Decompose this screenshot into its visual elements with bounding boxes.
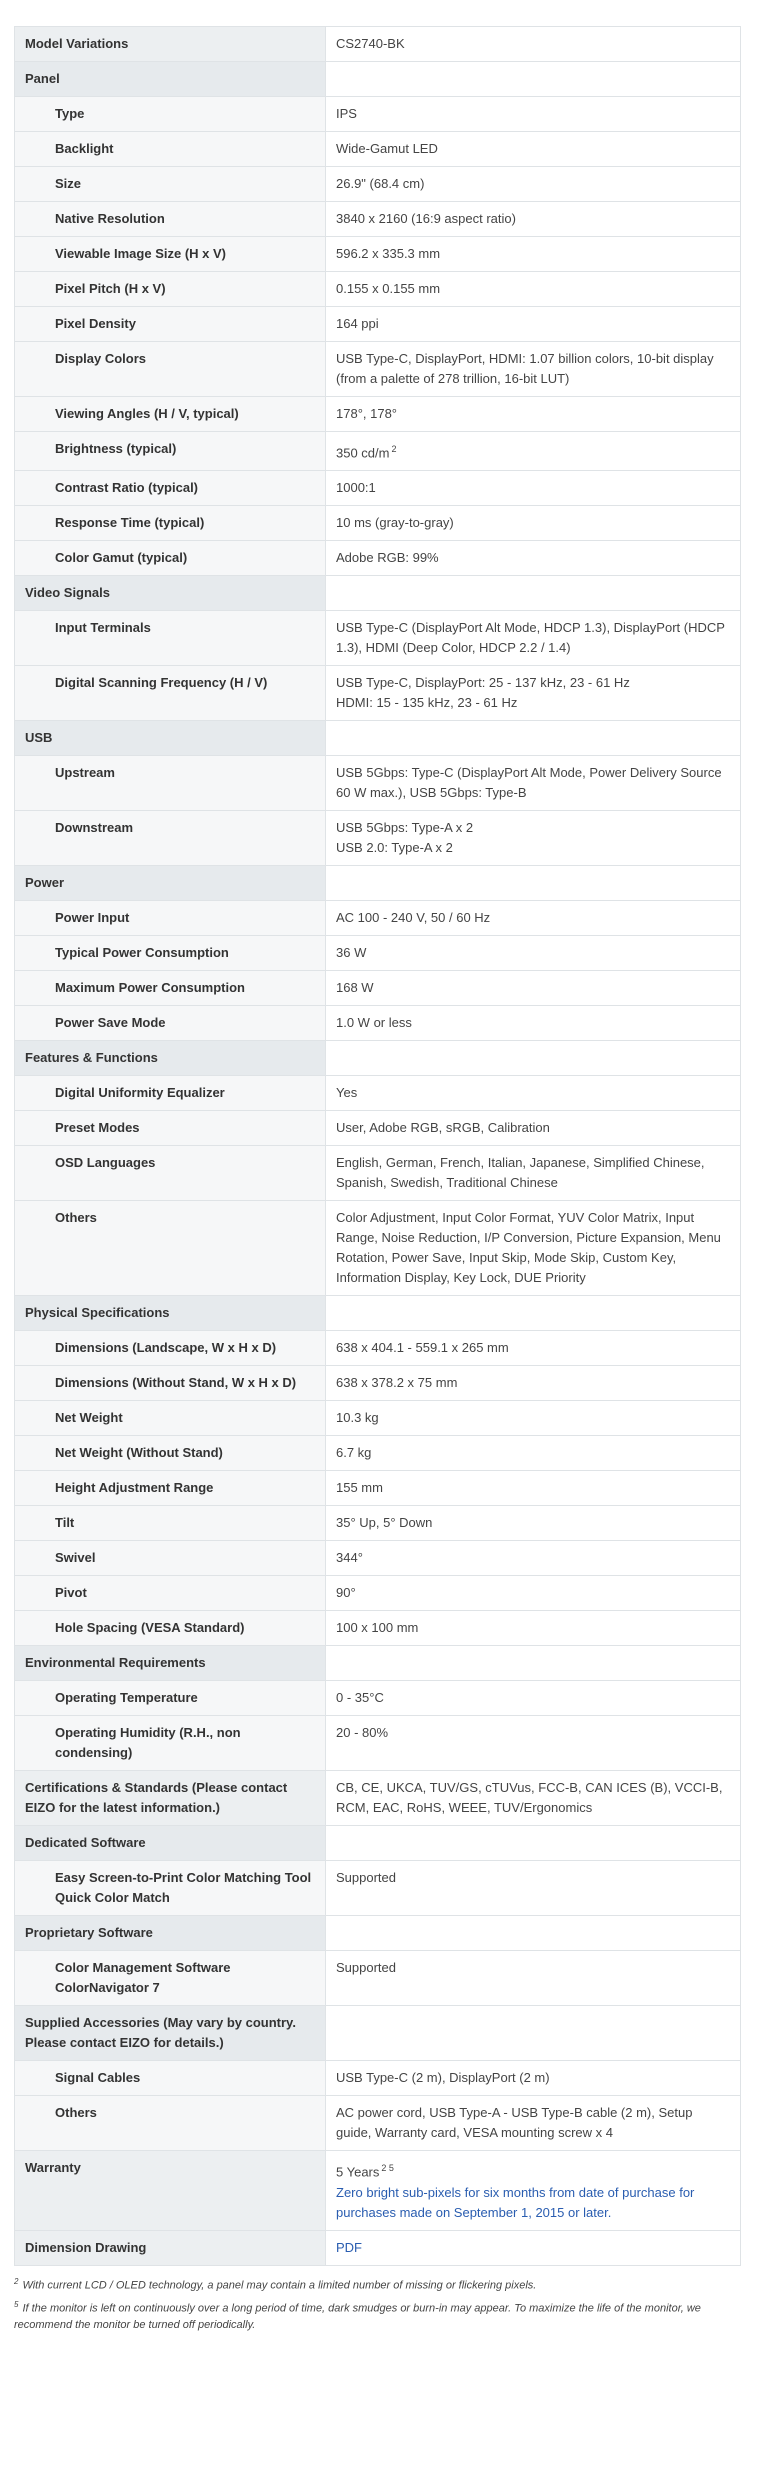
footnote-ref: 2 5 (381, 2163, 394, 2174)
spec-label: Input Terminals (15, 611, 326, 666)
spec-value (326, 2151, 741, 2230)
spec-label: Viewing Angles (H / V, typical) (15, 397, 326, 432)
spec-label: Downstream (15, 811, 326, 866)
spec-label: Display Colors (15, 342, 326, 397)
spec-value-text: USB Type-C, DisplayPort, HDMI: 1.07 billion colors, 10-bit display (from a palette of 278 trillion, 16-bit LUT) (336, 351, 714, 386)
spec-value-text: 350 cd/m (336, 445, 390, 461)
spec-label: Video Signals (15, 576, 326, 611)
spec-row (15, 971, 741, 1006)
spec-section-row (15, 866, 741, 901)
spec-value-text: 596.2 x 335.3 mm (336, 246, 441, 261)
spec-value (326, 27, 741, 62)
spec-value (326, 901, 741, 936)
spec-value-text: 26.9" (68.4 cm) (336, 176, 425, 191)
spec-label: Swivel (15, 1541, 326, 1576)
spec-value-text: 36 W (336, 945, 367, 961)
spec-value (326, 2096, 741, 2151)
spec-value (326, 971, 741, 1006)
spec-row (15, 1146, 741, 1201)
spec-value (326, 1041, 741, 1076)
spec-value (326, 721, 741, 756)
spec-value (326, 936, 741, 971)
spec-label: Backlight (15, 132, 326, 167)
spec-label: Digital Scanning Frequency (H / V) (15, 666, 326, 721)
spec-value-text: 1.0 W or less (336, 1015, 412, 1031)
spec-value-text: USB Type-C, DisplayPort: 25 - 137 kHz, 23 - 61 Hz (336, 675, 630, 691)
spec-section-row (15, 2006, 741, 2061)
spec-label: Power Save Mode (15, 1006, 326, 1041)
spec-value-text: 178°, 178° (336, 406, 398, 421)
spec-value (326, 1716, 741, 1771)
spec-row (15, 1331, 741, 1366)
spec-row (15, 2061, 741, 2096)
spec-value (326, 756, 741, 811)
spec-value (326, 1111, 741, 1146)
spec-row (15, 1471, 741, 1506)
spec-value-text: CS2740-BK (336, 36, 405, 51)
spec-label: Easy Screen-to-Print Color Matching Tool Quick Color Match (15, 1861, 326, 1916)
spec-label: Native Resolution (15, 202, 326, 237)
spec-label: Dimensions (Without Stand, W x H x D) (15, 1366, 326, 1401)
spec-row (15, 397, 741, 432)
spec-label: Model Variations (15, 27, 326, 62)
spec-value-text: 164 ppi (336, 316, 379, 331)
spec-value-text: Supported (336, 1960, 396, 1976)
spec-value (326, 506, 741, 541)
spec-label: Proprietary Software (15, 1916, 326, 1951)
spec-label: Brightness (typical) (15, 432, 326, 471)
spec-label: Operating Temperature (15, 1681, 326, 1716)
spec-section-row (15, 576, 741, 611)
spec-value-text: 90° (336, 1585, 356, 1601)
spec-value-text: Supported (336, 1870, 396, 1886)
spec-label: USB (15, 721, 326, 756)
spec-label: Contrast Ratio (typical) (15, 471, 326, 506)
footnote-text: If the monitor is left on continuously over a long period of time, dark smudges or burn-in may appear. To maximize the life of the monitor, we recommend the monitor be turned off periodically. (14, 2302, 701, 2331)
spec-section-row (15, 1916, 741, 1951)
spec-label: Physical Specifications (15, 1296, 326, 1331)
spec-value-text: IPS (336, 106, 357, 121)
spec-value (326, 1916, 741, 1951)
spec-value-text: USB Type-C (DisplayPort Alt Mode, HDCP 1.3), DisplayPort (HDCP 1.3), HDMI (Deep Color, HDCP 2.2 / 1.4) (336, 620, 725, 656)
spec-value-text: 155 mm (336, 1480, 383, 1496)
spec-row (15, 1681, 741, 1716)
spec-value (326, 541, 741, 576)
spec-value-text: 35° Up, 5° Down (336, 1515, 433, 1531)
spec-value-text: 20 - 80% (336, 1725, 389, 1741)
spec-value (326, 432, 741, 471)
footnotes (14, 2266, 754, 2333)
spec-value-text: 5 Years (336, 2164, 380, 2180)
spec-label: Others (15, 2096, 326, 2151)
spec-label: Panel (15, 62, 326, 97)
spec-value (326, 811, 741, 866)
spec-row (15, 901, 741, 936)
spec-value-text: AC power cord, USB Type-A - USB Type-B cable (2 m), Setup guide, Warranty card, VESA mounting screw x 4 (336, 2105, 693, 2141)
spec-section-row (15, 1296, 741, 1331)
spec-row (15, 1611, 741, 1646)
spec-row (15, 1436, 741, 1471)
spec-value (326, 132, 741, 167)
spec-label: Others (15, 1201, 326, 1296)
spec-value (326, 272, 741, 307)
spec-value (326, 397, 741, 432)
spec-value (326, 1576, 741, 1611)
spec-label: Tilt (15, 1506, 326, 1541)
spec-label: Signal Cables (15, 2061, 326, 2096)
spec-table-body (15, 27, 741, 2266)
spec-label: Power Input (15, 901, 326, 936)
spec-value-text: CB, CE, UKCA, TUV/GS, cTUVus, FCC-B, CAN ICES (B), VCCI-B, RCM, EAC, RoHS, WEEE, TUV/Ergonomics (336, 1780, 723, 1816)
spec-label: Upstream (15, 756, 326, 811)
spec-value-text: 638 x 378.2 x 75 mm (336, 1375, 458, 1391)
spec-label: Typical Power Consumption (15, 936, 326, 971)
spec-value-text: Color Adjustment, Input Color Format, YUV Color Matrix, Input Range, Noise Reduction, I/P Conversion, Picture Expansion, Menu Rotation, Power Save, Input Skip, Mode Skip, Custom Key, Information Display, Key Lock, DUE Priority (336, 1210, 721, 1286)
footnote-mark: 5 (14, 2300, 19, 2310)
spec-row (15, 2230, 741, 2265)
spec-section-row (15, 1646, 741, 1681)
spec-label: Power (15, 866, 326, 901)
spec-value (326, 1076, 741, 1111)
spec-row (15, 132, 741, 167)
spec-label: Pivot (15, 1576, 326, 1611)
spec-label: Environmental Requirements (15, 1646, 326, 1681)
spec-value-text: 10 ms (gray-to-gray) (336, 515, 454, 531)
spec-row (15, 1006, 741, 1041)
spec-value-text: Adobe RGB: 99% (336, 550, 439, 566)
spec-label: Dedicated Software (15, 1826, 326, 1861)
spec-value-text: HDMI: 15 - 135 kHz, 23 - 61 Hz (336, 695, 518, 711)
spec-label: Net Weight (15, 1401, 326, 1436)
spec-value (326, 1401, 741, 1436)
spec-row (15, 1506, 741, 1541)
spec-value (326, 1436, 741, 1471)
spec-value-text: 3840 x 2160 (16:9 aspect ratio) (336, 211, 516, 226)
spec-value-text: 100 x 100 mm (336, 1620, 419, 1636)
spec-row (15, 1201, 741, 1296)
spec-value (326, 1506, 741, 1541)
spec-value (326, 1471, 741, 1506)
spec-section-row (15, 1826, 741, 1861)
spec-value (326, 471, 741, 506)
warranty-details-link[interactable]: Zero bright sub-pixels for six months from date of purchase for purchases made on September 1, 2015 or later. (336, 2184, 695, 2220)
footnote (14, 2274, 754, 2294)
spec-section-row (15, 62, 741, 97)
spec-row (15, 506, 741, 541)
spec-row (15, 237, 741, 272)
spec-row (15, 1076, 741, 1111)
spec-value-text: 6.7 kg (336, 1445, 372, 1461)
spec-label: Color Management Software ColorNavigator 7 (15, 1951, 326, 2006)
spec-value (326, 1681, 741, 1716)
spec-value (326, 237, 741, 272)
spec-label: Preset Modes (15, 1111, 326, 1146)
spec-value (326, 1771, 741, 1826)
spec-label: Height Adjustment Range (15, 1471, 326, 1506)
spec-value (326, 1296, 741, 1331)
spec-label: Digital Uniformity Equalizer (15, 1076, 326, 1111)
spec-value (326, 2006, 741, 2061)
spec-value (326, 307, 741, 342)
spec-value-text: Wide-Gamut LED (336, 141, 438, 156)
spec-value-text: USB 5Gbps: Type-C (DisplayPort Alt Mode, Power Delivery Source 60 W max.), USB 5Gbps: Type-B (336, 765, 722, 801)
footnote-text: With current LCD / OLED technology, a panel may contain a limited number of missing or flickering pixels. (22, 2279, 537, 2292)
spec-row (15, 2151, 741, 2230)
spec-row (15, 307, 741, 342)
spec-label: Features & Functions (15, 1041, 326, 1076)
spec-row (15, 666, 741, 721)
spec-row (15, 756, 741, 811)
spec-value-text: USB 5Gbps: Type-A x 2 (336, 820, 474, 836)
footnote-mark: 2 (14, 2276, 19, 2286)
spec-label: Warranty (15, 2151, 326, 2230)
spec-label: Pixel Pitch (H x V) (15, 272, 326, 307)
spec-row (15, 1771, 741, 1826)
pdf-download-link[interactable]: PDF (336, 2239, 362, 2255)
spec-value-text: 10.3 kg (336, 1410, 379, 1426)
spec-label: Net Weight (Without Stand) (15, 1436, 326, 1471)
spec-value (326, 202, 741, 237)
spec-row (15, 541, 741, 576)
spec-value-text: AC 100 - 240 V, 50 / 60 Hz (336, 910, 491, 926)
spec-value (326, 97, 741, 132)
spec-label: Viewable Image Size (H x V) (15, 237, 326, 272)
spec-row (15, 342, 741, 397)
spec-value-text: 1000:1 (336, 480, 376, 496)
spec-label: Operating Humidity (R.H., non condensing) (15, 1716, 326, 1771)
spec-value-text: 168 W (336, 980, 374, 996)
spec-label: Type (15, 97, 326, 132)
footnote-ref: 2 (391, 444, 397, 454)
spec-value (326, 576, 741, 611)
spec-row (15, 936, 741, 971)
spec-row (15, 1111, 741, 1146)
spec-value (326, 1541, 741, 1576)
spec-label: OSD Languages (15, 1146, 326, 1201)
spec-value (326, 1201, 741, 1296)
spec-row (15, 27, 741, 62)
spec-label: Dimension Drawing (15, 2230, 326, 2265)
spec-row (15, 1716, 741, 1771)
spec-value-text: USB Type-C (2 m), DisplayPort (2 m) (336, 2070, 550, 2086)
spec-value (326, 866, 741, 901)
spec-label: Certifications & Standards (Please contact EIZO for the latest information.) (15, 1771, 326, 1826)
spec-row (15, 202, 741, 237)
spec-row (15, 97, 741, 132)
spec-section-row (15, 721, 741, 756)
spec-value (326, 1331, 741, 1366)
spec-row (15, 1951, 741, 2006)
spec-label: Response Time (typical) (15, 506, 326, 541)
spec-value-text: 344° (336, 1550, 363, 1566)
spec-value (326, 666, 741, 721)
spec-row (15, 1576, 741, 1611)
spec-label: Supplied Accessories (May vary by country. Please contact EIZO for details.) (15, 2006, 326, 2061)
spec-value (326, 167, 741, 202)
spec-value (326, 1146, 741, 1201)
spec-row (15, 1401, 741, 1436)
spec-value-text: 638 x 404.1 - 559.1 x 265 mm (336, 1340, 509, 1356)
spec-value (326, 1951, 741, 2006)
spec-value-text: 0 - 35°C (336, 1690, 384, 1706)
spec-row (15, 272, 741, 307)
spec-value (326, 1861, 741, 1916)
spec-label: Maximum Power Consumption (15, 971, 326, 1006)
spec-row (15, 1861, 741, 1916)
spec-row (15, 1541, 741, 1576)
spec-value-text: Yes (336, 1085, 358, 1101)
spec-row (15, 2096, 741, 2151)
footnote (14, 2297, 754, 2333)
spec-value (326, 1611, 741, 1646)
spec-value (326, 1826, 741, 1861)
spec-value-text: English, German, French, Italian, Japanese, Simplified Chinese, Spanish, Swedish, Traditional Chinese (336, 1155, 705, 1191)
spec-label: Color Gamut (typical) (15, 541, 326, 576)
spec-value (326, 62, 741, 97)
spec-row (15, 1366, 741, 1401)
spec-label: Pixel Density (15, 307, 326, 342)
spec-row (15, 432, 741, 471)
spec-value-text: User, Adobe RGB, sRGB, Calibration (336, 1120, 550, 1136)
spec-label: Hole Spacing (VESA Standard) (15, 1611, 326, 1646)
spec-label: Dimensions (Landscape, W x H x D) (15, 1331, 326, 1366)
spec-row (15, 471, 741, 506)
spec-value (326, 611, 741, 666)
spec-value-text: USB 2.0: Type-A x 2 (336, 840, 453, 856)
spec-value (326, 2230, 741, 2265)
spec-section-row (15, 1041, 741, 1076)
spec-value (326, 2061, 741, 2096)
spec-value (326, 342, 741, 397)
spec-value (326, 1646, 741, 1681)
spec-value-text: 0.155 x 0.155 mm (336, 281, 441, 296)
spec-label: Size (15, 167, 326, 202)
spec-value (326, 1366, 741, 1401)
spec-value (326, 1006, 741, 1041)
spec-table (14, 26, 741, 2266)
spec-row (15, 611, 741, 666)
spec-row (15, 167, 741, 202)
spec-row (15, 811, 741, 866)
